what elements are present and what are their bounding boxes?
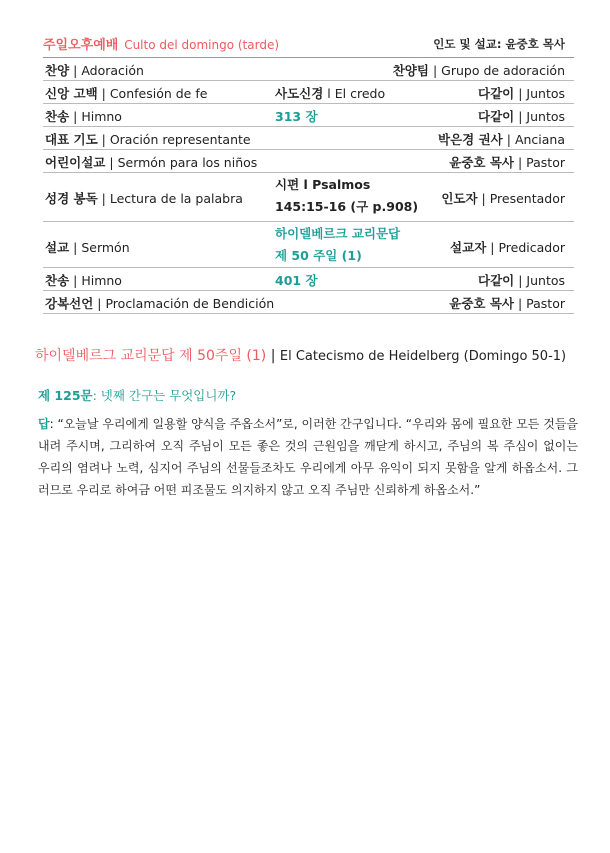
leader-ko: 인도자	[441, 191, 478, 206]
leader-ko: 윤중호 목사	[449, 296, 514, 311]
service-row: 성경 봉독 | Lectura de la palabra 시편 l Psalmos 145:15-16 (구 p.908) 인도자 | Presentador	[43, 173, 574, 222]
leader-ko: 다같이	[478, 86, 515, 101]
leader-ko: 박은경 권사	[438, 132, 503, 147]
officiant	[433, 36, 565, 52]
item-ko: 신앙 고백	[45, 86, 98, 101]
officiant-label: 인도 및 설교:	[433, 37, 502, 51]
officiant-name: 윤중호 목사	[505, 37, 565, 51]
leader-es: Juntos	[526, 109, 565, 124]
item-ko: 대표 기도	[45, 132, 98, 147]
item-es: Proclamación de Bendición	[105, 296, 275, 311]
service-row: 설교 | Sermón 하이델베르크 교리문답 제 50 주일 (1) 설교자 | Predicador	[43, 222, 574, 268]
service-title-ko: 주일오후예배	[43, 38, 119, 53]
service-row: 찬송 | Himno 401 장 다같이 | Juntos	[43, 268, 574, 291]
sermon-title: 하이델베르크 교리문답 제 50 주일 (1)	[275, 226, 401, 263]
answer-label: 답	[38, 417, 50, 431]
service-row: 찬양 | Adoración 찬양팀 | Grupo de adoración	[43, 58, 574, 81]
item-ko: 찬송	[45, 273, 70, 288]
service-row: 대표 기도 | Oración representante 박은경 권사 | Anciana	[43, 127, 574, 150]
item-es: Lectura de la palabra	[109, 191, 243, 206]
leader-ko: 다같이	[478, 273, 515, 288]
leader-ko: 찬양팀	[392, 63, 429, 78]
item-ko: 찬송	[45, 109, 70, 124]
item-es: Confesión de fe	[109, 86, 208, 101]
item-ko: 성경 봉독	[45, 191, 98, 206]
detail-ko: 사도신경	[275, 86, 324, 101]
service-row: 어린이설교 | Sermón para los niños 윤중호 목사 | Pastor	[43, 150, 574, 173]
question-text: : 넷째 간구는 무엇입니까?	[92, 388, 237, 403]
question-number: 제 125문	[38, 388, 93, 403]
scripture: 시편 l Psalmos 145:15-16 (구 p.908)	[275, 177, 419, 214]
item-ko: 강복선언	[45, 296, 94, 311]
item-es: Himno	[81, 109, 122, 124]
leader-es: Juntos	[526, 273, 565, 288]
item-ko: 설교	[45, 240, 70, 255]
order-of-service	[43, 57, 574, 314]
catechism-answer	[38, 413, 578, 501]
catechism-title: 하이델베르그 교리문답 제 50주일 (1) | El Catecismo de Heidelberg (Domingo 50-1)	[35, 348, 567, 364]
leader-es: Pastor	[526, 155, 565, 170]
item-ko: 어린이설교	[45, 155, 106, 170]
service-title-es: Culto del domingo (tarde)	[124, 38, 280, 52]
service-row: 신앙 고백 | Confesión de fe 사도신경 l El credo 다같이 | Juntos	[43, 81, 574, 104]
leader-es: Predicador	[498, 240, 565, 255]
service-header	[43, 34, 574, 54]
leader-es: Juntos	[526, 86, 565, 101]
item-es: Himno	[81, 273, 122, 288]
leader-es: Grupo de adoración	[441, 63, 565, 78]
hymn-number: 313 장	[275, 109, 318, 124]
item-es: Sermón para los niños	[117, 155, 258, 170]
item-es: Adoración	[81, 63, 144, 78]
item-es: Oración representante	[109, 132, 251, 147]
hymn-number: 401 장	[275, 273, 318, 288]
leader-es: Presentador	[489, 191, 565, 206]
answer-text: : “오늘날 우리에게 일용할 양식을 주옵소서”로, 이러한 간구입니다. “우리와 몸에 필요한 모든 것들을 내려 주시며, 그리하여 오직 주님이 모든 좋은 것의 근원임을 깨닫게 하시고, 주님의 복 주심이 없이는 우리의 염려나 노력, 심지어 주님의 선물들조차도 우리에게 아무 유익이 되지 못함을 알게 하옵소서. 그러므로 우리로 하여금 어떤 피조물도 의지하지 않고 오직 주님만 신뢰하게 하옵소서.”	[38, 417, 578, 497]
catechism-question	[38, 386, 236, 404]
service-row: 찬송 | Himno 313 장 다같이 | Juntos	[43, 104, 574, 127]
service-row: 강복선언 | Proclamación de Bendición 윤중호 목사 | Pastor	[43, 291, 574, 314]
leader-es: Pastor	[526, 296, 565, 311]
detail-es: El credo	[334, 86, 386, 101]
catechism-title-ko: 하이델베르그 교리문답 제 50주일 (1)	[35, 348, 267, 364]
leader-ko: 설교자	[450, 240, 487, 255]
item-es: Sermón	[81, 240, 130, 255]
leader-ko: 다같이	[478, 109, 515, 124]
leader-es: Anciana	[514, 132, 565, 147]
catechism-title-es: El Catecismo de Heidelberg (Domingo 50-1)	[279, 349, 567, 364]
item-ko: 찬양	[45, 63, 70, 78]
leader-ko: 윤중호 목사	[449, 155, 514, 170]
